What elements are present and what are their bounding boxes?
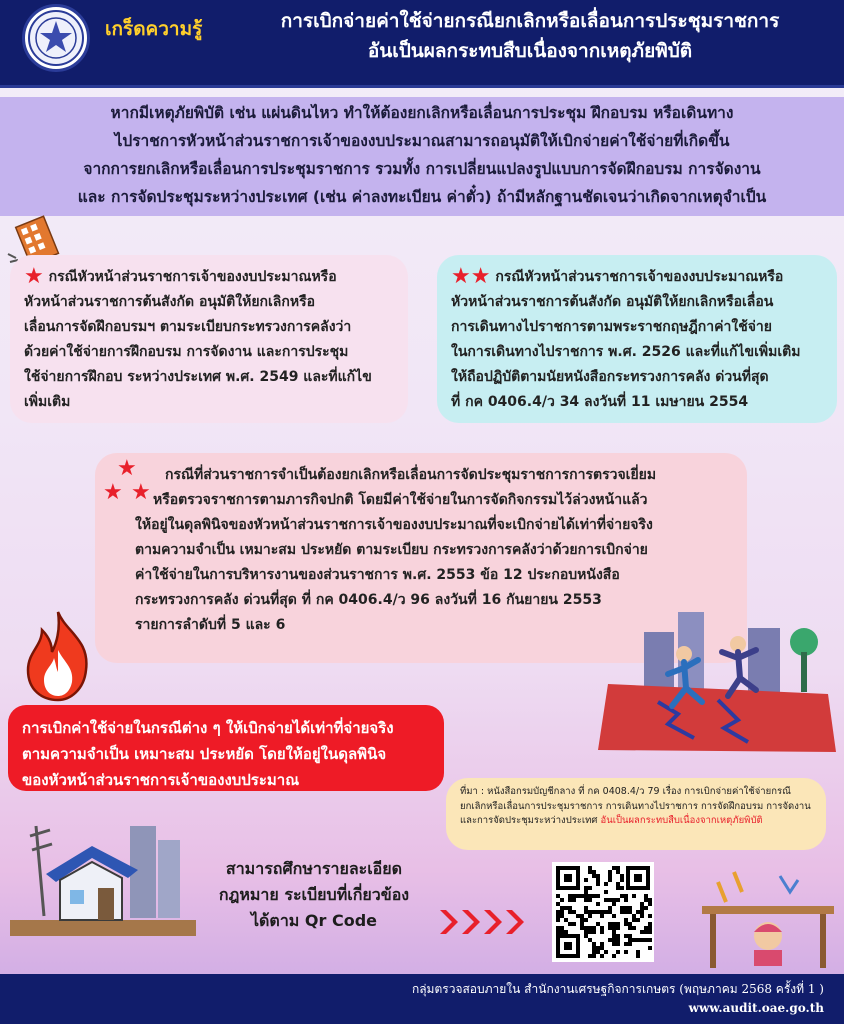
title-line-1: การเบิกจ่ายค่าใช้จ่ายกรณียกเลิกหรือเลื่อนการประชุมราชการ <box>280 10 780 32</box>
summary-line: การเบิกค่าใช้จ่ายในกรณีต่าง ๆ ให้เบิกจ่ายได้เท่าที่จ่ายจริง <box>22 719 394 737</box>
card-line: หรือตรวจราชการตามภารกิจปกติ โดยมีค่าใช้จ่ายในการจัดกิจกรรมไว้ล่วงหน้าแล้ว <box>153 492 648 508</box>
fire-illustration <box>16 610 100 702</box>
footer-bar <box>0 974 844 1024</box>
intro-line: และ การจัดประชุมระหว่างประเทศ (เช่น ค่าลงทะเบียน ค่าตั๋ว) ถ้ามีหลักฐานชัดเจนว่าเกิดจากเหตุจำเป็น <box>77 188 767 206</box>
badge-label: เกร็ดความรู้ <box>105 18 203 40</box>
card-line: ค่าใช้จ่ายในการบริหารงานของส่วนราชการ พ.ศ. 2553 ข้อ 12 ประกอบหนังสือ <box>135 567 620 583</box>
chevron-arrows-icon <box>436 906 532 938</box>
title-line-2: อันเป็นผลกระทบสืบเนื่องจากเหตุภัยพิบัติ <box>367 40 693 62</box>
card-line: ให้อยู่ในดุลพินิจของหัวหน้าส่วนราชการเจ้าของงบประมาณที่จะเบิกจ่ายได้เท่าที่จ่ายจริง <box>135 517 653 533</box>
card-line: หัวหน้าส่วนราชการต้นสังกัด อนุมัติให้ยกเลิกหรือ <box>24 294 315 310</box>
star-icon: ★ <box>24 264 44 289</box>
star-icon: ★ <box>451 264 471 289</box>
person-under-table-illustration <box>698 862 838 970</box>
card-line <box>24 265 394 290</box>
card-line: เลื่อนการจัดฝึกอบรมฯ ตามระเบียบกระทรวงการคลังว่า <box>24 319 352 335</box>
intro-line: หากมีเหตุภัยพิบัติ เช่น แผ่นดินไหว ทำให้ต้องยกเลิกหรือเลื่อนการประชุม ฝึกอบรม หรือเดินทาง <box>110 104 734 122</box>
qr-instruction <box>206 856 422 934</box>
header-bar <box>0 0 844 88</box>
case-card-1 <box>10 255 408 423</box>
intro-band <box>0 97 844 216</box>
summary-line: ของหัวหน้าส่วนราชการเจ้าของงบประมาณ <box>22 771 300 789</box>
summary-line: ตามความจำเป็น เหมาะสม ประหยัด โดยให้อยู่ในดุลพินิจ <box>22 745 387 763</box>
star-icon: ★ <box>470 264 491 289</box>
case-card-2 <box>437 255 837 423</box>
card-line: ในการเดินทางไปราชการ พ.ศ. 2526 และที่แก้ไขเพิ่มเติม <box>451 344 801 360</box>
qr-code-icon[interactable] <box>552 862 654 962</box>
footer-website-link[interactable]: www.audit.oae.go.th <box>688 1001 824 1015</box>
star-icon: ★ <box>103 480 123 505</box>
earthquake-runners-illustration <box>598 602 836 760</box>
source-note <box>446 778 826 850</box>
star-cluster <box>101 456 161 509</box>
summary-box <box>8 705 444 791</box>
card-line: ด้วยค่าใช้จ่ายการฝึกอบรม การจัดงาน และการประชุม <box>24 344 349 360</box>
star-icon: ★ <box>131 480 151 505</box>
card-line: ตามความจำเป็น เหมาะสม ประหยัด ตามระเบียบ กระทรวงการคลังว่าด้วยการเบิกจ่าย <box>135 542 648 558</box>
collapsed-house-illustration <box>10 816 196 940</box>
page-title <box>230 6 830 66</box>
card-line: ใช้จ่ายการฝึกอบ ระหว่างประเทศ พ.ศ. 2549 และที่แก้ไข <box>24 369 372 385</box>
source-highlight: อันเป็นผลกระทบสืบเนื่องจากเหตุภัยพิบัติ <box>600 815 763 826</box>
star-icon: ★ <box>117 456 137 481</box>
card-line: กระทรวงการคลัง ด่วนที่สุด ที่ กค 0406.4/ว 96 ลงวันที่ 16 กันยายน 2553 <box>135 592 602 608</box>
organization-seal-icon <box>22 4 90 72</box>
qr-line: ได้ตาม Qr Code <box>250 911 378 930</box>
card-line: การเดินทางไปราชการตามพระราชกฤษฎีกาค่าใช้จ่าย <box>451 319 772 335</box>
qr-line: สามารถศึกษารายละเอียด <box>225 859 403 878</box>
intro-line: จากการยกเลิกหรือเลื่อนการประชุมราชการ รวมทั้ง การเปลี่ยนแปลงรูปแบบการจัดฝึกอบรม การจัดงาน <box>83 160 761 178</box>
card-line: ที่ กค 0406.4/ว 34 ลงวันที่ 11 เมษายน 2554 <box>451 394 749 410</box>
card-line: เพิ่มเติม <box>24 394 71 410</box>
source-text: ที่มา : หนังสือกรมบัญชีกลาง ที่ กค 0408.4/ว 79 เรื่อง การเบิกจ่ายค่าใช้จ่ายกรณียกเลิกหรือเลื่อนการประชุมราชการ การเดินทางไปราชการ การจัดฝึกอบรม การจัดงาน และการจัดประชุมระหว่างประเทศ <box>460 786 811 826</box>
card-line: รายการลำดับที่ 5 และ 6 <box>135 617 286 633</box>
card-line: กรณีที่ส่วนราชการจำเป็นต้องยกเลิกหรือเลื่อนการจัดประชุมราชการการตรวจเยี่ยม <box>165 467 657 483</box>
card-line-text: กรณีหัวหน้าส่วนราชการเจ้าของงบประมาณหรือ <box>48 269 337 285</box>
footer-credit: กลุ่มตรวจสอบภายใน สำนักงานเศรษฐกิจการเกษตร (พฤษภาคม 2568 ครั้งที่ 1 ) <box>411 982 824 996</box>
card-line: หัวหน้าส่วนราชการต้นสังกัด อนุมัติให้ยกเลิกหรือเลื่อน <box>451 294 774 310</box>
card-line <box>451 265 823 290</box>
intro-line: ไปราชการหัวหน้าส่วนราชการเจ้าของงบประมาณสามารถอนุมัติให้เบิกจ่ายค่าใช้จ่ายที่เกิดขึ้น <box>114 132 730 150</box>
qr-line: กฎหมาย ระเบียบที่เกี่ยวข้อง <box>218 885 410 904</box>
card-line-text: กรณีหัวหน้าส่วนราชการเจ้าของงบประมาณหรือ <box>495 269 784 285</box>
card-line: ให้ถือปฏิบัติตามนัยหนังสือกระทรวงการคลัง ด่วนที่สุด <box>451 369 769 385</box>
